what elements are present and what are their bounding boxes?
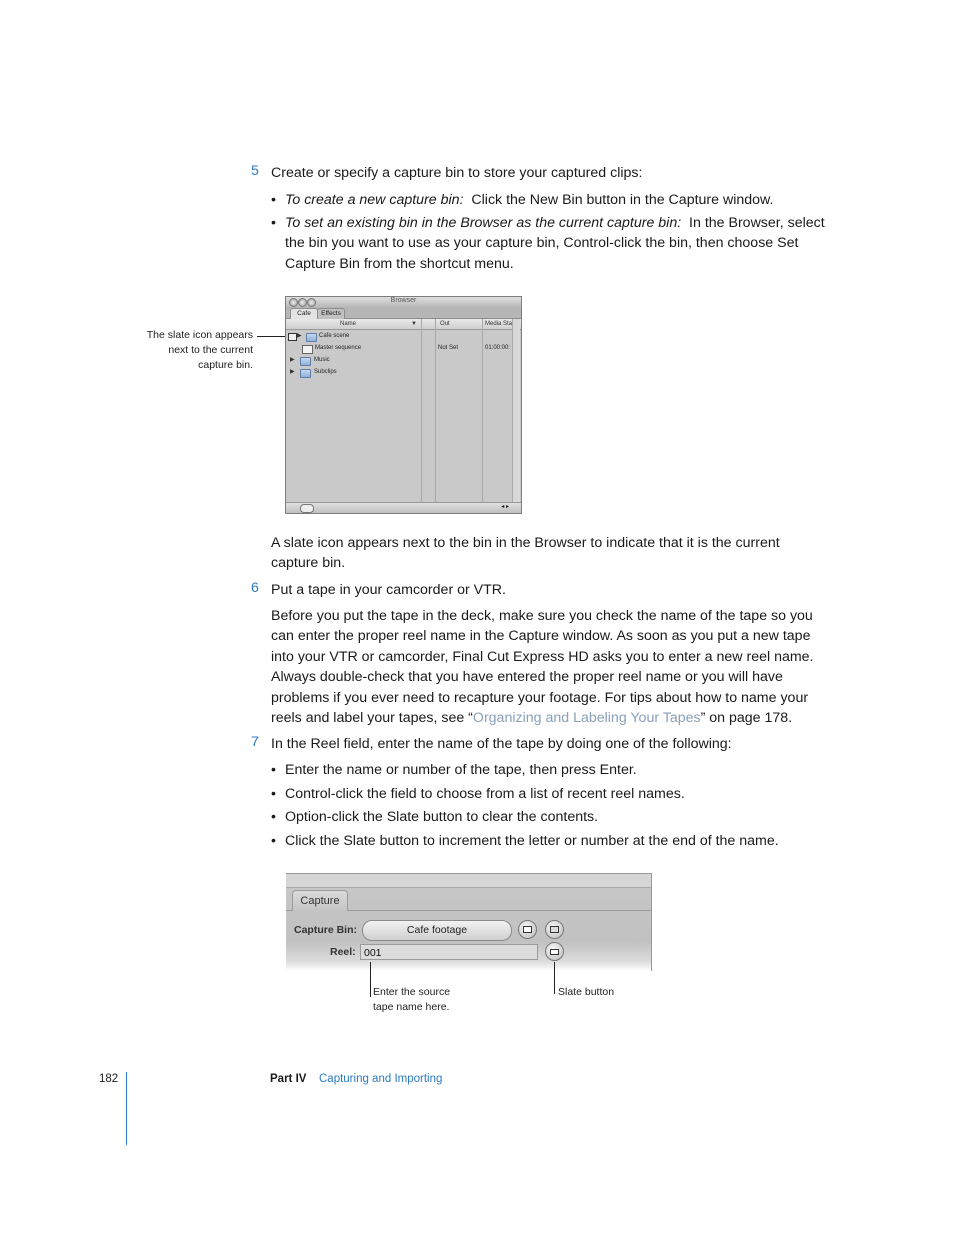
slate-icon xyxy=(550,949,559,955)
browser-column-header xyxy=(286,319,521,330)
reel-callout-leader xyxy=(370,962,371,997)
browser-row-master-sequence[interactable] xyxy=(286,343,521,354)
bullet-dot: • xyxy=(271,809,276,825)
disclosure-triangle-icon[interactable]: ▶ xyxy=(290,369,295,375)
sequence-icon xyxy=(302,345,313,354)
new-bin-button[interactable] xyxy=(545,920,564,939)
bullet-text: Enter the name or number of the tape, then press Enter. xyxy=(285,762,637,778)
callout-line: capture bin. xyxy=(198,359,253,371)
step-7-text: In the Reel field, enter the name of the tape by doing one of the following: xyxy=(271,736,732,752)
bullet-dot: • xyxy=(271,786,276,802)
paragraph-line: into your VTR or camcorder, Final Cut Express HD asks you to enter a new reel name. xyxy=(271,648,814,665)
capture-bin-button[interactable]: Cafe footage xyxy=(362,920,512,941)
scroll-arrows-icon[interactable]: ◂ ▸ xyxy=(501,504,509,510)
row-media-start: 01:00:00: xyxy=(485,345,511,351)
slate-explanation-paragraph xyxy=(271,533,831,574)
slate-icon-callout xyxy=(120,328,253,373)
bullet-control-click xyxy=(271,784,685,804)
bullet-dot: • xyxy=(271,833,276,849)
tab-effects[interactable]: Effects xyxy=(317,308,345,319)
tab-cafe[interactable]: Cafe xyxy=(290,308,318,319)
step-6-paragraph xyxy=(271,606,841,728)
slate-button[interactable] xyxy=(545,942,564,961)
browser-title: Browser xyxy=(390,297,417,304)
callout-line: Enter the source xyxy=(373,986,451,998)
callout-leader-line xyxy=(257,336,287,337)
bullet-option-click xyxy=(271,807,599,827)
footer-part: Part IV xyxy=(270,1073,307,1085)
bullet-text: Option-click the Slate button to clear the contents. xyxy=(285,809,599,825)
column-media-start[interactable]: Media Sta xyxy=(485,321,513,327)
row-name: Master sequence xyxy=(315,345,362,351)
view-toggle-icon[interactable] xyxy=(300,504,314,513)
open-bin-icon xyxy=(523,926,532,933)
bullet-text: Click the Slate button to increment the letter or number at the end of the name. xyxy=(285,833,779,849)
vertical-scrollbar[interactable] xyxy=(512,319,520,502)
paragraph-line: reels and label your tapes, see “ xyxy=(271,710,473,727)
bullet-click-slate xyxy=(271,831,779,851)
browser-tabs xyxy=(286,307,521,319)
reel-field-callout xyxy=(373,985,450,1015)
browser-row-subclips[interactable] xyxy=(286,367,521,378)
step-number-5: 5 xyxy=(251,163,259,179)
bullet-text: Control-click the field to choose from a list of recent reel names. xyxy=(285,786,685,802)
sort-arrow-icon[interactable]: ▼ xyxy=(411,321,417,327)
paragraph-line: capture bin. xyxy=(271,555,346,572)
column-name[interactable]: Name xyxy=(340,321,357,327)
bullet-text: Click the New Bin button in the Capture window. xyxy=(471,192,774,208)
paragraph-line-end: ” on page 178. xyxy=(700,710,793,727)
step-number-7: 7 xyxy=(251,734,259,750)
browser-row-cafe-scene[interactable] xyxy=(286,331,521,342)
callout-line: tape name here. xyxy=(373,1001,450,1013)
browser-footer xyxy=(286,502,521,513)
slate-icon xyxy=(288,333,297,341)
step-5-text: Create or specify a capture bin to store your captured clips: xyxy=(271,165,643,181)
row-name: Subclips xyxy=(314,369,337,375)
reel-label: Reel: xyxy=(330,946,356,958)
browser-titlebar xyxy=(286,297,521,307)
slate-callout-leader xyxy=(554,962,555,994)
footer-rule xyxy=(126,1072,127,1145)
bullet-dot: • xyxy=(271,192,276,208)
disclosure-triangle-icon[interactable]: ▶ xyxy=(290,357,295,363)
bin-folder-icon xyxy=(306,333,317,342)
browser-window xyxy=(285,296,522,514)
bullet-enter-name xyxy=(271,760,637,780)
step-6-text: Put a tape in your camcorder or VTR. xyxy=(271,582,506,598)
step-number-6: 6 xyxy=(251,580,259,596)
bullet-dot: • xyxy=(271,215,276,231)
paragraph-line: problems if you ever need to recapture your footage. For tips about how to name your xyxy=(271,689,809,706)
bullet-lead: To set an existing bin in the Browser as the current capture bin: xyxy=(285,215,682,231)
new-bin-icon xyxy=(550,926,559,933)
paragraph-line: can enter the proper reel name in the Capture window. As soon as you put a new tape xyxy=(271,628,811,645)
bullet-text-line-3: Capture Bin from the shortcut menu. xyxy=(285,255,514,272)
row-name: Music xyxy=(314,357,330,363)
paragraph-line: Before you put the tape in the deck, make sure you check the name of the tape so you xyxy=(271,608,813,624)
paragraph-line: Always double-check that you have entered the proper reel name or you will have xyxy=(271,669,783,686)
bullet-lead: To create a new capture bin: xyxy=(285,192,464,208)
bin-folder-icon xyxy=(300,357,311,366)
bullet-text-line-2: the bin you want to use as your capture bin, Control-click the bin, then choose Set xyxy=(285,235,799,252)
paragraph-line: A slate icon appears next to the bin in the Browser to indicate that it is the current xyxy=(271,535,780,551)
disclosure-triangle-icon[interactable]: ▶ xyxy=(297,333,302,339)
browser-row-music[interactable] xyxy=(286,355,521,366)
bullet-dot: • xyxy=(271,762,276,778)
row-name: Cafe scene xyxy=(319,333,350,339)
bullet-new-capture-bin xyxy=(271,190,774,210)
footer-section: Capturing and Importing xyxy=(319,1073,443,1085)
organizing-tapes-link[interactable]: Organizing and Labeling Your Tapes xyxy=(472,710,701,727)
row-out: Not Set xyxy=(438,345,459,351)
page-number: 182 xyxy=(99,1073,119,1085)
capture-top-band xyxy=(286,874,651,888)
slate-button-callout: Slate button xyxy=(558,986,615,998)
bin-folder-icon xyxy=(300,369,311,378)
bullet-existing-bin xyxy=(271,213,825,274)
capture-bin-select-button[interactable] xyxy=(518,920,537,939)
reel-field[interactable]: 001 xyxy=(360,944,538,960)
column-out[interactable]: Out xyxy=(440,321,450,327)
callout-line: next to the current xyxy=(168,344,253,356)
capture-bin-label: Capture Bin: xyxy=(294,924,357,936)
bullet-text: In the Browser, select xyxy=(689,215,825,231)
tab-capture[interactable]: Capture xyxy=(292,890,348,911)
capture-window xyxy=(286,873,652,971)
callout-line: The slate icon appears xyxy=(146,329,253,341)
